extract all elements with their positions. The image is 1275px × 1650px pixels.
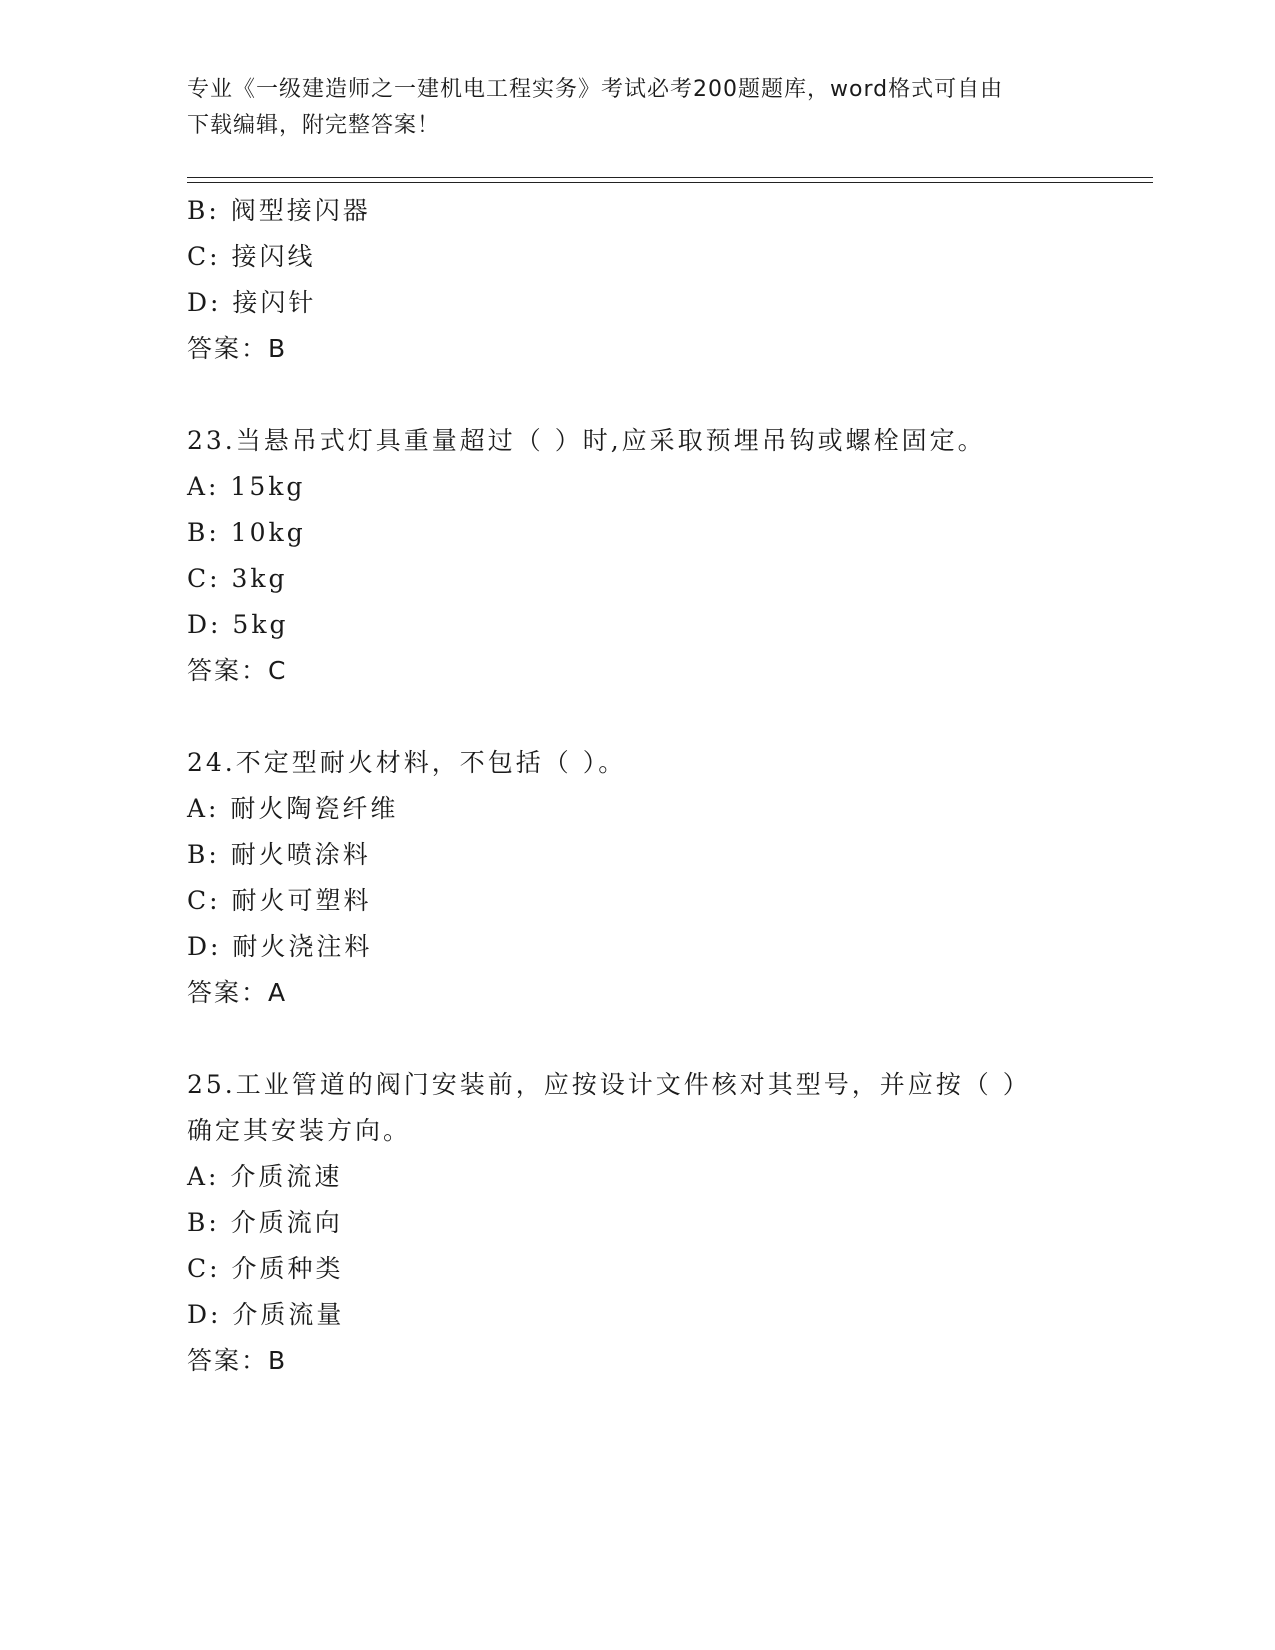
option-b: B: 阀型接闪器	[187, 196, 371, 225]
header-divider-bottom	[187, 182, 1153, 183]
option-a: A: 介质流速	[187, 1162, 343, 1191]
previous-question-tail	[187, 188, 1087, 372]
header-line-2: 下载编辑，附完整答案！	[187, 113, 441, 138]
question-24	[187, 740, 1087, 1016]
answer: 答案：B	[187, 1346, 288, 1375]
question-list	[187, 188, 1087, 1384]
question-23	[187, 418, 1087, 694]
option-d: D: 耐火浇注料	[187, 932, 373, 961]
document-header	[187, 72, 1087, 144]
option-c: C: 3kg	[187, 564, 288, 593]
answer: 答案：B	[187, 334, 288, 363]
answer: 答案：A	[187, 978, 288, 1007]
question-text: 23.当悬吊式灯具重量超过（ ）时,应采取预埋吊钩或螺栓固定。	[187, 426, 986, 455]
option-a: A: 15kg	[187, 472, 306, 501]
option-c: C: 介质种类	[187, 1254, 344, 1283]
question-25	[187, 1062, 1087, 1384]
option-b: B: 介质流向	[187, 1208, 343, 1237]
question-text-line-2: 确定其安装方向。	[187, 1116, 412, 1145]
option-d: D: 接闪针	[187, 288, 317, 317]
option-c: C: 耐火可塑料	[187, 886, 372, 915]
answer: 答案：C	[187, 656, 288, 685]
option-c: C: 接闪线	[187, 242, 316, 271]
option-b: B: 10kg	[187, 518, 306, 547]
option-d: D: 5kg	[187, 610, 289, 639]
question-text: 24.不定型耐火材料，不包括（ ）。	[187, 748, 627, 777]
option-b: B: 耐火喷涂料	[187, 840, 371, 869]
option-d: D: 介质流量	[187, 1300, 345, 1329]
question-text-line-1: 25.工业管道的阀门安装前，应按设计文件核对其型号，并应按（ ）	[187, 1070, 1031, 1099]
header-divider-top	[187, 177, 1153, 178]
option-a: A: 耐火陶瓷纤维	[187, 794, 399, 823]
header-line-1: 专业《一级建造师之一建机电工程实务》考试必考200题题库，word格式可自由	[187, 77, 1004, 102]
